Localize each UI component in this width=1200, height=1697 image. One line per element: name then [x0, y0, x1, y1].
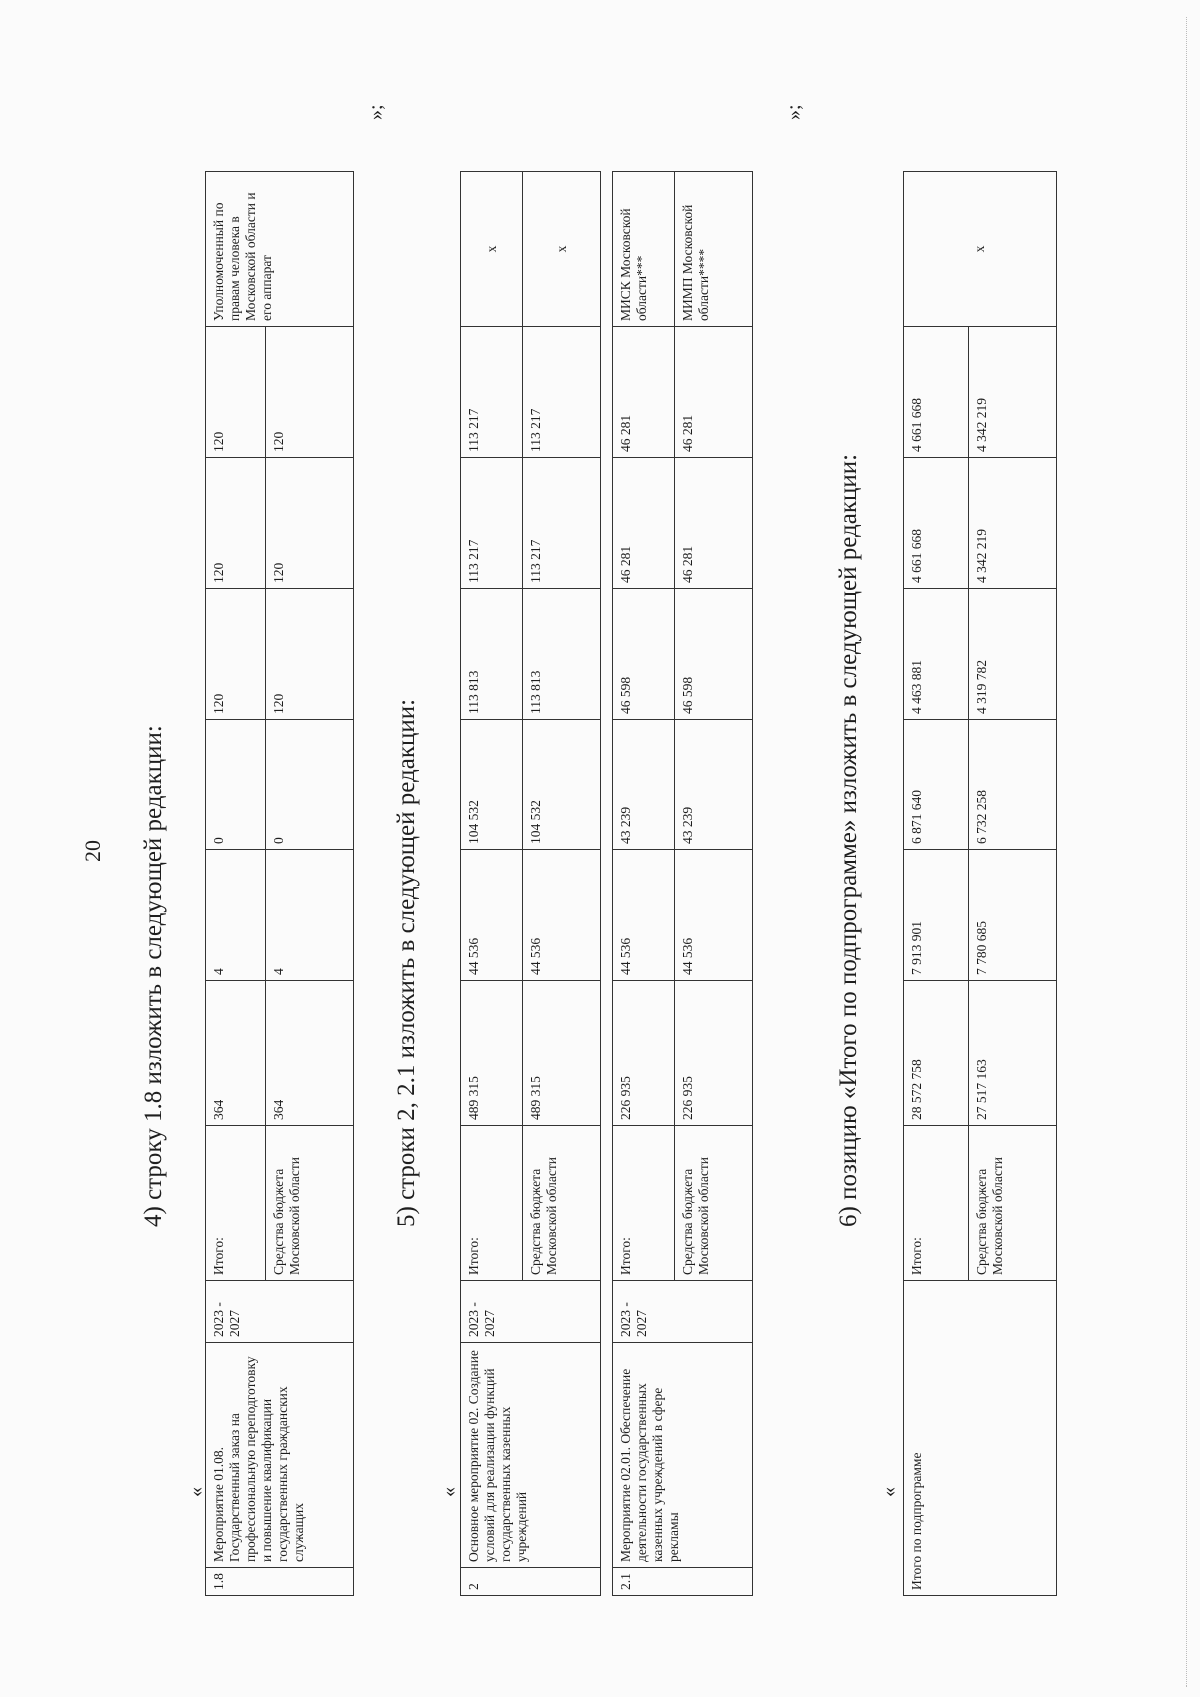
total-value: 4 661 668 — [904, 458, 969, 589]
budget-value: 113 217 — [523, 327, 601, 458]
total-value: 6 871 640 — [904, 720, 969, 850]
budget-value: 120 — [266, 327, 354, 458]
section6-heading: 6) позицию «Итого по подпрограмме» изложить в следующей редакции: — [835, 453, 862, 1227]
total-value: 489 315 — [461, 981, 523, 1126]
measure-name: Основное мероприятие 02. Создание условий для реализации функций государственных казенных учреждений — [461, 1343, 601, 1568]
total-value: 46 598 — [613, 589, 675, 720]
total-value: 104 532 — [461, 720, 523, 850]
table-rows-2-2-1 — [460, 171, 753, 1596]
budget-value: 113 813 — [523, 589, 601, 720]
total-value: 226 935 — [613, 981, 675, 1126]
budget-value: 113 217 — [523, 458, 601, 589]
years: 2023 - 2027 — [206, 1281, 354, 1343]
budget-value: 4 — [266, 850, 354, 981]
table-subprogram-total — [903, 171, 1057, 1596]
executor: Уполномоченный по правам человека в Московской области и его аппарат — [206, 172, 354, 327]
budget-value: 44 536 — [523, 850, 601, 981]
executor: x — [461, 172, 523, 327]
section4-open-quote: « — [185, 1487, 207, 1497]
budget-value: 0 — [266, 720, 354, 850]
total-value: 7 913 901 — [904, 850, 969, 981]
measure-name: Мероприятие 02.01. Обеспечение деятельности государственных казенных учреждений в сфере рекламы — [613, 1343, 753, 1568]
total-label: Итого: — [206, 1126, 266, 1281]
row-number: 2 — [461, 1568, 601, 1596]
table-row-1-8 — [205, 171, 354, 1596]
section4-close-quote: »; — [365, 104, 387, 120]
budget-value: 364 — [266, 981, 354, 1126]
total-value: 120 — [206, 458, 266, 589]
budget-value: 7 780 685 — [969, 850, 1057, 981]
budget-value: 120 — [266, 589, 354, 720]
total-value: 0 — [206, 720, 266, 850]
total-value: 44 536 — [461, 850, 523, 981]
measure-name: Мероприятие 01.08. Государственный заказ на профессиональную переподготовку и повышение квалификации государственных гражданских служащих — [206, 1343, 354, 1568]
section6-open-quote: « — [878, 1487, 900, 1497]
budget-label: Средства бюджета Московской области — [675, 1126, 753, 1281]
budget-value: 104 532 — [523, 720, 601, 850]
budget-value: 4 319 782 — [969, 589, 1057, 720]
budget-value: 4 342 219 — [969, 458, 1057, 589]
budget-value: 489 315 — [523, 981, 601, 1126]
total-value: 4 661 668 — [904, 327, 969, 458]
budget-value: 44 536 — [675, 850, 753, 981]
total-value: 113 217 — [461, 458, 523, 589]
total-value: 120 — [206, 589, 266, 720]
budget-value: 4 342 219 — [969, 327, 1057, 458]
total-value: 28 572 758 — [904, 981, 969, 1126]
total-value: 4 463 881 — [904, 589, 969, 720]
total-value: 120 — [206, 327, 266, 458]
total-value: 43 239 — [613, 720, 675, 850]
section5-heading: 5) строки 2, 2.1 изложить в следующей редакции: — [393, 698, 420, 1227]
section4-heading: 4) строку 1.8 изложить в следующей редакции: — [140, 725, 167, 1227]
subprogram-name: Итого по подпрограмме — [904, 1281, 1057, 1596]
section5-open-quote: « — [438, 1487, 460, 1497]
page-number: 20 — [80, 840, 105, 862]
budget-value: 120 — [266, 458, 354, 589]
total-value: 44 536 — [613, 850, 675, 981]
total-value: 46 281 — [613, 327, 675, 458]
executor: x — [904, 172, 1057, 327]
total-label: Итого: — [461, 1126, 523, 1281]
budget-value: 46 281 — [675, 458, 753, 589]
scan-edge-line — [1186, 17, 1188, 1687]
executor: МИМП Московской области**** — [675, 172, 753, 327]
budget-label: Средства бюджета Московской области — [969, 1126, 1057, 1281]
total-value: 46 281 — [613, 458, 675, 589]
executor: x — [523, 172, 601, 327]
total-value: 113 813 — [461, 589, 523, 720]
executor: МИСК Московской области*** — [613, 172, 675, 327]
total-value: 4 — [206, 850, 266, 981]
row-number: 1.8 — [206, 1568, 354, 1596]
years: 2023 - 2027 — [461, 1281, 601, 1343]
budget-value: 27 517 163 — [969, 981, 1057, 1126]
total-value: 113 217 — [461, 327, 523, 458]
total-label: Итого: — [904, 1126, 969, 1281]
row-number: 2.1 — [613, 1568, 753, 1596]
budget-value: 6 732 258 — [969, 720, 1057, 850]
total-label: Итого: — [613, 1126, 675, 1281]
budget-value: 226 935 — [675, 981, 753, 1126]
total-value: 364 — [206, 981, 266, 1126]
budget-value: 46 281 — [675, 327, 753, 458]
budget-label: Средства бюджета Московской области — [266, 1126, 354, 1281]
budget-value: 46 598 — [675, 589, 753, 720]
years: 2023 - 2027 — [613, 1281, 753, 1343]
budget-label: Средства бюджета Московской области — [523, 1126, 601, 1281]
budget-value: 43 239 — [675, 720, 753, 850]
section5-close-quote: »; — [783, 104, 805, 120]
